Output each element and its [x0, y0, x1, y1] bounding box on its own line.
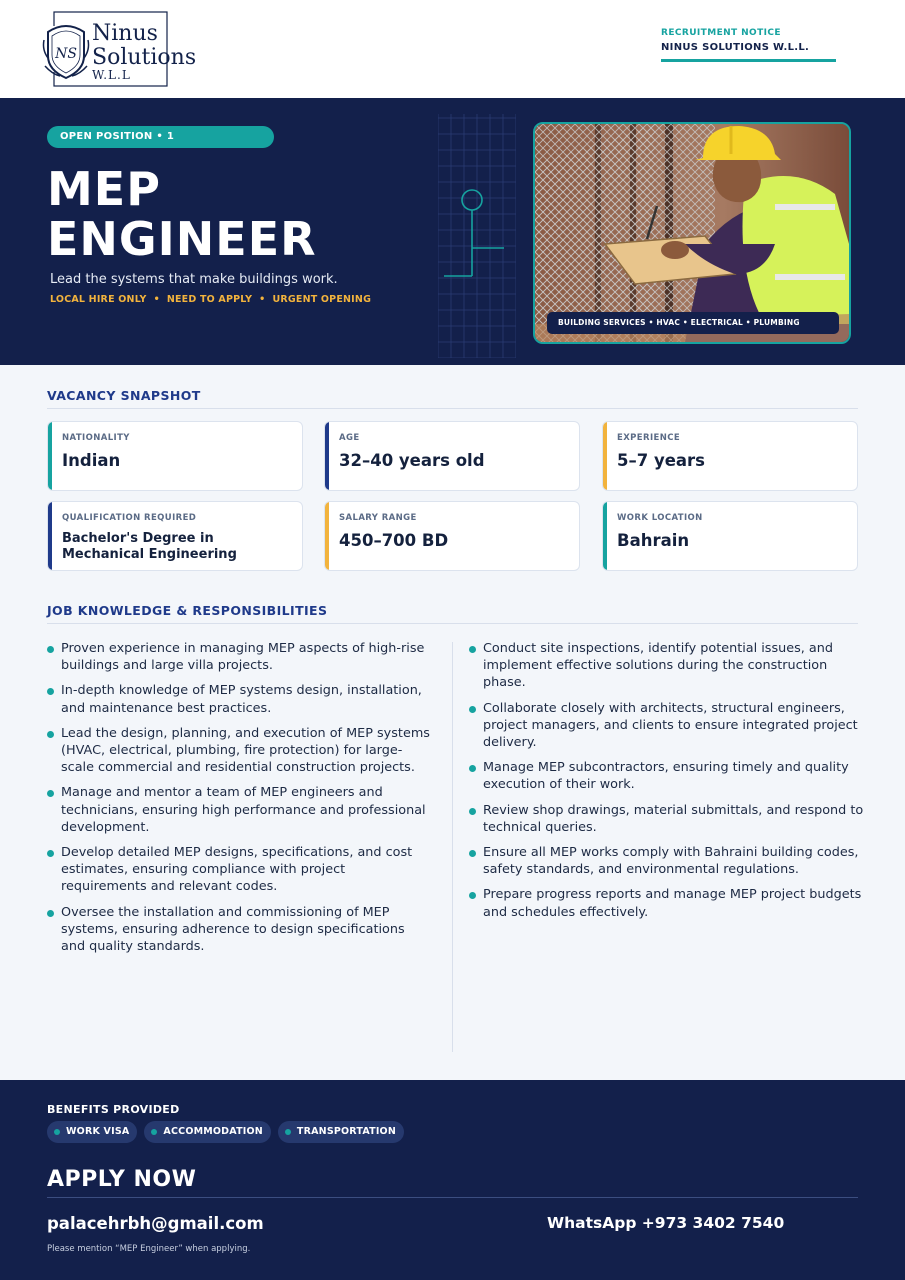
engineer-photo — [533, 122, 851, 344]
card-qualification — [47, 501, 303, 571]
photo-discipline-tags: BUILDING SERVICES • HVAC • ELECTRICAL • PLUMBING — [547, 312, 839, 334]
responsibilities-heading: JOB KNOWLEDGE & RESPONSIBILITIES — [47, 603, 328, 618]
card-value: Bachelor's Degree in Mechanical Engineering — [62, 531, 237, 562]
flag-need-to-apply: NEED TO APPLY — [166, 294, 253, 305]
card-label: EXPERIENCE — [617, 433, 681, 443]
card-accent-bar — [603, 502, 607, 570]
contact-email[interactable]: palacehrbh@gmail.com — [47, 1214, 264, 1233]
card-work-location — [602, 501, 858, 571]
list-item: Manage and mentor a team of MEP engineers and technicians, ensuring high performance and professional development. — [47, 784, 432, 836]
list-item: Develop detailed MEP designs, specifications, and cost estimates, ensuring compliance with project requirements and relevant codes. — [47, 844, 432, 896]
apply-now-heading: APPLY NOW — [47, 1167, 197, 1192]
list-item: Ensure all MEP works comply with Bahraini building codes, safety standards, and environmental regulations. — [469, 844, 864, 878]
list-item: Conduct site inspections, identify potential issues, and implement effective solutions during the construction phase. — [469, 640, 864, 692]
hiring-flags: LOCAL HIRE ONLY • NEED TO APPLY • URGENT OPENING — [50, 294, 372, 305]
snapshot-rule — [47, 408, 858, 409]
responsibilities-rule — [47, 623, 858, 624]
card-value: 450–700 BD — [339, 531, 449, 550]
engineer-illustration — [535, 124, 849, 342]
benefits-chips — [47, 1121, 404, 1143]
logo-monogram: NS — [55, 46, 77, 62]
flag-urgent: URGENT OPENING — [272, 294, 372, 305]
responsibilities-right-list — [469, 640, 864, 929]
notice-underline — [661, 59, 836, 62]
list-item: In-depth knowledge of MEP systems design, installation, and maintenance best practices. — [47, 682, 432, 716]
card-value: Indian — [62, 451, 121, 470]
hero-banner — [0, 98, 905, 365]
job-title-line2: ENGINEER — [47, 212, 317, 266]
card-accent-bar — [325, 422, 329, 490]
list-item: Lead the design, planning, and execution of MEP systems (HVAC, electrical, plumbing, fire protection) for large-scale commercial and residential construction projects. — [47, 725, 432, 777]
contact-whatsapp[interactable]: WhatsApp +973 3402 7540 — [547, 1214, 785, 1232]
benefit-chip-work-visa: WORK VISA — [47, 1121, 137, 1143]
blueprint-grid-graphic — [438, 114, 516, 358]
benefit-chip-transportation: TRANSPORTATION — [278, 1121, 404, 1143]
logo-word-ninus: Ninus — [92, 21, 158, 46]
card-label: NATIONALITY — [62, 433, 130, 443]
responsibilities-left-list — [47, 640, 432, 963]
benefits-heading: BENEFITS PROVIDED — [47, 1103, 180, 1116]
card-value: 32–40 years old — [339, 451, 485, 470]
job-title — [47, 164, 317, 264]
card-accent-bar — [48, 422, 52, 490]
card-accent-bar — [48, 502, 52, 570]
card-label: QUALIFICATION REQUIRED — [62, 513, 197, 523]
snapshot-heading: VACANCY SNAPSHOT — [47, 388, 201, 403]
card-label: SALARY RANGE — [339, 513, 417, 523]
apply-rule — [47, 1197, 858, 1198]
list-item: Collaborate closely with architects, structural engineers, project managers, and clients to ensure integrated project delivery. — [469, 700, 864, 752]
card-label: WORK LOCATION — [617, 513, 703, 523]
card-accent-bar — [603, 422, 607, 490]
flag-local-hire: LOCAL HIRE ONLY — [50, 294, 147, 305]
list-item: Oversee the installation and commissioning of MEP systems, ensuring adherence to design specifications and quality standards. — [47, 904, 432, 956]
open-position-badge: OPEN POSITION • 1 — [47, 126, 274, 148]
list-item: Review shop drawings, material submittals, and respond to technical queries. — [469, 802, 864, 836]
card-age — [324, 421, 580, 491]
page-header — [0, 0, 905, 98]
notice-company: NINUS SOLUTIONS W.L.L. — [661, 42, 810, 53]
logo-word-wll: W.L.L — [92, 68, 131, 82]
card-salary — [324, 501, 580, 571]
recruitment-notice — [661, 28, 836, 62]
application-note: Please mention “MEP Engineer” when applying. — [47, 1244, 251, 1254]
benefit-chip-accommodation: ACCOMMODATION — [144, 1121, 271, 1143]
card-label: AGE — [339, 433, 360, 443]
card-value: Bahrain — [617, 531, 690, 550]
column-divider — [452, 642, 453, 1052]
list-item: Prepare progress reports and manage MEP project budgets and schedules effectively. — [469, 886, 864, 920]
list-item: Proven experience in managing MEP aspects of high-rise buildings and large villa projects. — [47, 640, 432, 674]
card-nationality — [47, 421, 303, 491]
card-experience — [602, 421, 858, 491]
tagline: Lead the systems that make buildings work. — [50, 272, 338, 287]
page-footer — [0, 1080, 905, 1280]
card-value: 5–7 years — [617, 451, 705, 470]
card-accent-bar — [325, 502, 329, 570]
ninus-solutions-logo — [40, 10, 200, 90]
logo-word-solutions: Solutions — [92, 45, 197, 70]
list-item: Manage MEP subcontractors, ensuring timely and quality execution of their work. — [469, 759, 864, 793]
job-title-line1: MEP — [47, 162, 161, 216]
notice-kicker: RECRUITMENT NOTICE — [661, 28, 781, 38]
